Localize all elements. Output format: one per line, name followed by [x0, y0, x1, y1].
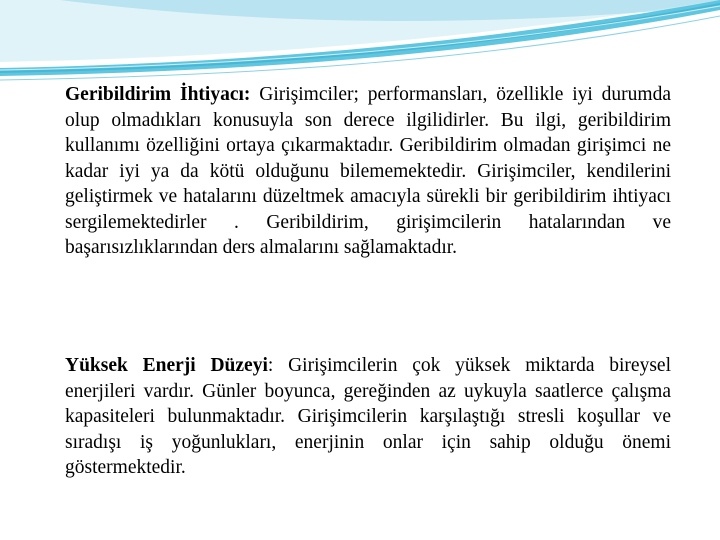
heading-feedback-need: Geribildirim İhtiyacı: — [65, 84, 251, 105]
paragraph-high-energy — [65, 353, 671, 481]
paragraph-feedback-need — [65, 82, 671, 261]
decorative-wave-banner — [0, 0, 720, 90]
heading-high-energy: Yüksek Enerji Düzeyi — [65, 355, 268, 376]
body-high-energy: : Girişimcilerin çok yüksek miktarda bireysel enerjileri vardır. Günler boyunca, gereğinden az uykuyla saatlerce çalışma kapasiteleri bulunmaktadır. Girişimcilerin karşılaştığı stresli koşullar ve sıradışı iş yoğunlukları, enerjinin onlar için sahip olduğu önemi göstermektedir. — [65, 355, 671, 478]
body-feedback-need: Girişimciler; performansları, özellikle iyi durumda olup olmadıkları konusuyla son derece ilgilidirler. Bu ilgi, geribildirim kullanımı özelliğini ortaya çıkarmaktadır. Geribildirim olmadan girişimci ne kadar iyi ya da kötü olduğunu bilememektedir. Girişimciler, kendilerini geliştirmek ve hatalarını düzeltmek amacıyla sürekli bir geribildirim ihtiyacı sergilemektedirler . Geribildirim, girişimcilerin hatalarından ve başarısızlıklarından ders almalarını sağlamaktadır. — [65, 84, 671, 258]
